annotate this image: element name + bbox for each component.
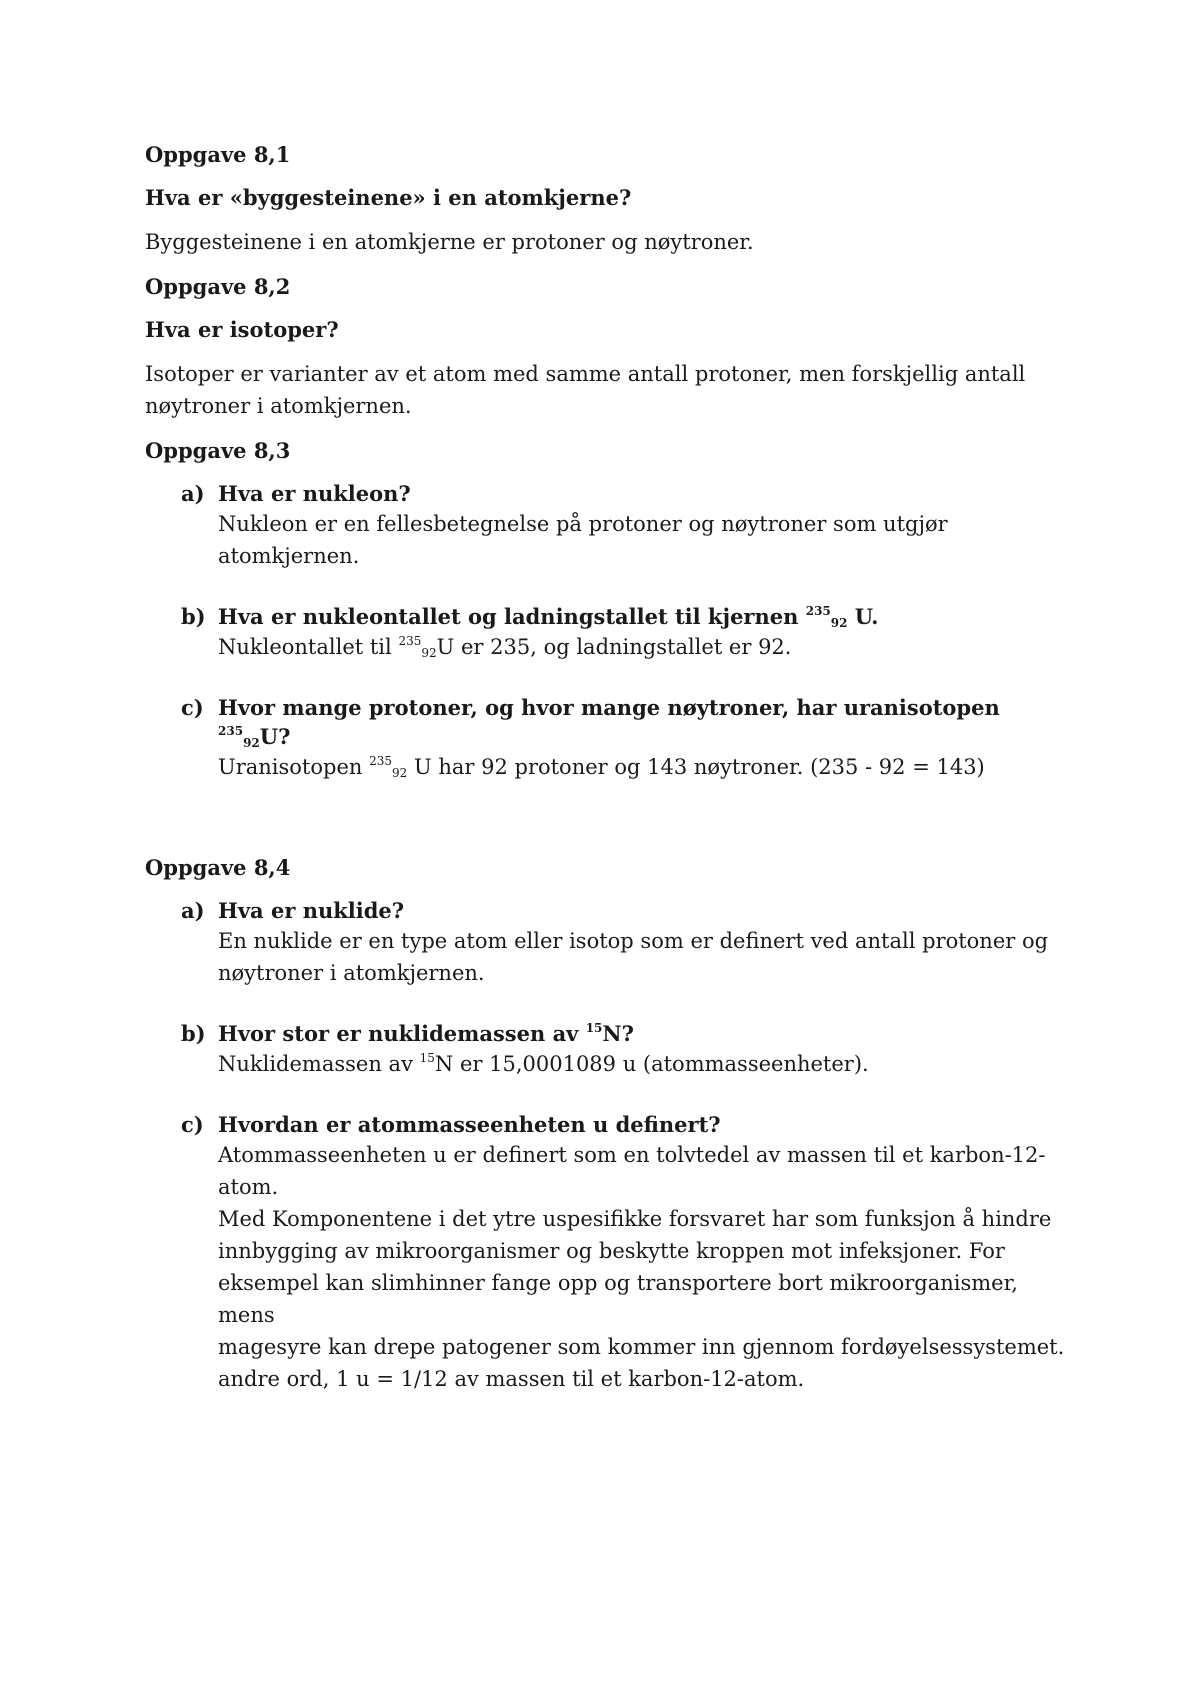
element-symbol: N?	[602, 1021, 634, 1046]
element-symbol: U.	[854, 604, 879, 629]
item-8-3-a	[145, 479, 1065, 572]
atomic-number: 92	[421, 646, 437, 660]
mass-number: 235	[805, 604, 831, 618]
question-text: Hva er nukleontallet og ladningstallet til kjernen	[218, 604, 799, 629]
mass-number: 235	[398, 634, 422, 648]
answer-text-rest: N er 15,0001089 u (atommasseenheter).	[434, 1052, 869, 1076]
item-label: b)	[181, 604, 206, 629]
answer-text: Uranisotopen	[218, 755, 363, 779]
question-8-3-b	[218, 602, 1065, 631]
atomic-number: 92	[392, 766, 408, 780]
question-8-4-c: Hvordan er atommasseenheten u definert?	[218, 1112, 721, 1137]
question-text: Hvor stor er nuklidemassen av	[218, 1021, 579, 1046]
answer-8-4-b	[218, 1048, 1065, 1080]
item-8-3-b	[145, 602, 1065, 663]
item-8-4-c	[145, 1110, 1065, 1395]
atomic-number: 92	[830, 616, 848, 630]
section-title-8-2: Oppgave 8,2	[145, 274, 291, 299]
answer-line: eksempel kan slimhinner fange opp og transportere bort mikroorganismer, mens	[218, 1271, 1018, 1327]
mass-number: 235	[218, 724, 244, 738]
answer-text-rest: U har 92 protoner og 143 nøytroner. (235 - 92 = 143)	[413, 755, 985, 779]
spacer	[145, 813, 1065, 853]
answer-line: Atommasseenheten u er definert som en tolvtedel av massen til et karbon-12-atom.	[218, 1143, 1046, 1199]
question-8-4-b	[218, 1019, 1065, 1048]
item-label: a)	[181, 481, 205, 506]
item-8-3-c	[145, 693, 1065, 783]
answer-8-1: Byggesteinene i en atomkjerne er protoner og nøytroner.	[145, 230, 754, 254]
question-8-3-a: Hva er nukleon?	[218, 481, 411, 506]
answer-line: innbygging av mikroorganismer og beskytte kroppen mot infeksjoner. For	[218, 1239, 1005, 1263]
item-label: a)	[181, 898, 205, 923]
mass-number: 15	[419, 1051, 435, 1065]
question-8-2: Hva er isotoper?	[145, 317, 339, 342]
item-8-4-a	[145, 896, 1065, 989]
item-label: c)	[181, 695, 204, 720]
section-title-8-4: Oppgave 8,4	[145, 855, 291, 880]
answer-8-3-b	[218, 631, 1065, 663]
question-text: Hvor mange protoner, og hvor mange nøytroner, har uranisotopen	[218, 695, 1000, 720]
item-label: b)	[181, 1021, 206, 1046]
answer-8-2: Isotoper er varianter av et atom med samme antall protoner, men forskjellig antall nøytroner i atomkjernen.	[145, 362, 1026, 418]
answer-line: andre ord, 1 u = 1/12 av massen til et karbon-12-atom.	[218, 1367, 805, 1391]
document-content	[145, 140, 1065, 1425]
item-8-4-b	[145, 1019, 1065, 1080]
item-label: c)	[181, 1112, 204, 1137]
answer-8-3-c	[218, 751, 1065, 783]
section-title-8-1: Oppgave 8,1	[145, 142, 291, 167]
element-symbol: U?	[259, 724, 291, 749]
question-8-4-a: Hva er nuklide?	[218, 898, 405, 923]
answer-line: Med Komponentene i det ytre uspesifikke forsvaret har som funksjon å hindre	[218, 1207, 1052, 1231]
answer-text: Nuklidemassen av	[218, 1052, 413, 1076]
section-title-8-3: Oppgave 8,3	[145, 438, 291, 463]
answer-8-3-a: Nukleon er en fellesbetegnelse på protoner og nøytroner som utgjør atomkjernen.	[218, 512, 948, 568]
mass-number: 235	[369, 754, 392, 768]
answer-8-4-a: En nuklide er en type atom eller isotop som er definert ved antall protoner og nøytroner i atomkjernen.	[218, 929, 1049, 985]
answer-line: magesyre kan drepe patogener som kommer inn gjennom fordøyelsessystemet.	[218, 1335, 1065, 1359]
mass-number: 15	[585, 1021, 603, 1035]
atomic-number: 92	[243, 736, 260, 750]
answer-text: Nukleontallet til	[218, 635, 392, 659]
question-8-3-c	[218, 693, 1065, 751]
answer-text-rest: U er 235, og ladningstallet er 92.	[436, 635, 792, 659]
question-8-1: Hva er «byggesteinene» i en atomkjerne?	[145, 185, 632, 210]
